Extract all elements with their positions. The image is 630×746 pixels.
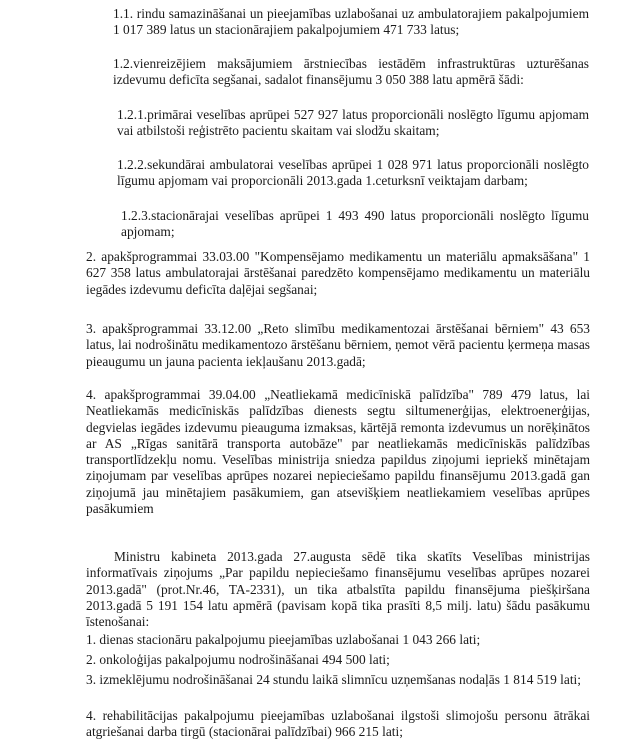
paragraph-3: 3. apakšprogrammai 33.12.00 „Reto slimību medikamentozai ārstēšanai bērniem" 43 653 latus, lai nodrošinātu medikamentozo ārstēšanu bērniem, ņemot vērā pacientu ķermeņa masas pieaugumu un jauna pacienta iekļaušanu 2013.gadā; bbox=[86, 321, 590, 369]
paragraph-1-1: 1.1. rindu samazināšanai un pieejamības uzlabošanai uz ambulatorajiem pakalpojumiem 1 017 389 latus un stacionārajiem pakalpojumiem 471 733 latus; bbox=[113, 6, 589, 38]
list-item: 3. izmeklējumu nodrošināšanai 24 stundu laikā slimnīcu uzņemšanas nodaļās 1 814 519 lati; bbox=[86, 672, 581, 687]
paragraph-1-2-1: 1.2.1.primārai veselības aprūpei 527 927 latus proporcionāli noslēgto līgumu apjomam vai atbilstoši reģistrēto pacientu skaitam vai slodžu skaitam; bbox=[117, 107, 589, 139]
list-item: 1. dienas stacionāru pakalpojumu pieejamības uzlabošanai 1 043 266 lati; bbox=[86, 632, 481, 647]
list-item: 2. onkoloģijas pakalpojumu nodrošināšanai 494 500 lati; bbox=[86, 652, 390, 667]
paragraph-2: 2. apakšprogrammai 33.03.00 "Kompensējamo medikamentu un materiālu apmaksāšana" 1 627 358 latus ambulatorajai ārstēšanai paredzēto kompensējamo medikamentu un materiālu iegādes izdevumu deficīta daļējai segšanai; bbox=[86, 249, 590, 297]
paragraph-4: 4. apakšprogrammai 39.04.00 „Neatliekamā medicīniskā palīdzība" 789 479 latus, lai Neatliekamās medicīniskās palīdzības dienests segtu siltumenerģijas, elektroenerģijas, degvielas iegādes izdevumu pieauguma izmaksas, kārtējā remonta izdevumus un norēķinātos ar AS „Rīgas sanitārā transporta autobāze" par neatliekamās medicīniskās palīdzības transportlīdzekļu nomu. Veselības ministrija sniedza papildus ziņojumi iepriekš minētajam ziņojumam par veselības aprūpes nozarei nepieciešamo papildu finansējumu 2013.gadā gan ziņojumā jau minētajiem pasākumiem, gan atsevišķiem neatliekamiem veselības aprūpes pasākumiem bbox=[86, 387, 590, 517]
paragraph-1-2-2: 1.2.2.sekundārai ambulatorai veselības aprūpei 1 028 971 latus proporcionāli noslēgto līgumu apjomam vai proporcionāli 2013.gada 1.ceturksnī veiktajam darbam; bbox=[117, 157, 589, 189]
paragraph-1-2: 1.2.vienreizējiem maksājumiem ārstniecības iestādēm infrastruktūras uzturēšanas izdevumu deficīta segšanai, sadalot finansējumu 3 050 388 latu apmērā šādi: bbox=[113, 56, 589, 88]
paragraph-5: Ministru kabineta 2013.gada 27.augusta sēdē tika skatīts Veselības ministrijas informatīvais ziņojums „Par papildu nepieciešamo finansējumu veselības aprūpes nozarei 2013.gadā" (prot.Nr.46, TA-2331), un tika atbalstīta papildu finansējuma piešķiršana 2013.gadā 5 191 154 latu apmērā (pavisam kopā tika prasīti 8,5 milj. latu) šādu pasākumu īstenošanai: bbox=[86, 549, 590, 630]
paragraph-1-2-3: 1.2.3.stacionārajai veselības aprūpei 1 493 490 latus proporcionāli noslēgto līgumu apjomam; bbox=[121, 208, 589, 240]
list-item: 4. rehabilitācijas pakalpojumu pieejamības uzlabošanai ilgstoši slimojošu personu ātrākai atgriešanai darba tirgū (stacionārai palīdzībai) 966 215 lati; bbox=[86, 708, 590, 740]
